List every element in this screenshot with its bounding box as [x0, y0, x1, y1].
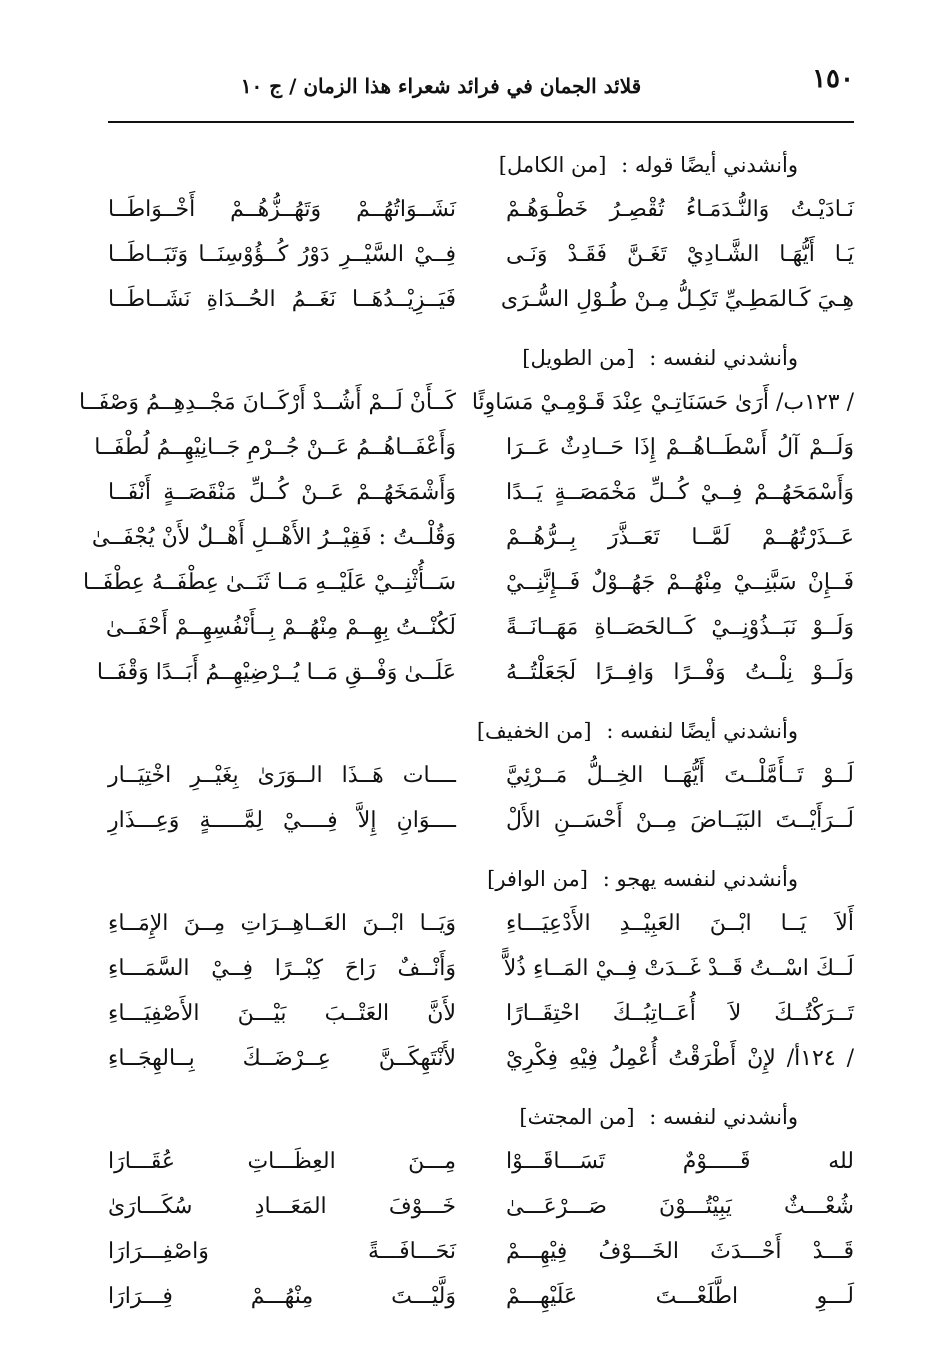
verse-line [91, 515, 854, 560]
intro-text: وأنشدني أيضًا قوله : [621, 153, 798, 177]
poem-intro [108, 857, 854, 901]
verse-line [108, 187, 854, 232]
second-hemistich: وَأَشْمَخَهُــمْ عَــنْ كُــلِّ مَنْقَصَــةٍ أَنْفَــا [108, 480, 456, 505]
poem-intro [108, 143, 854, 187]
meter-label: [من الكامل] [498, 153, 607, 177]
meter-label: [من الخفيف] [476, 719, 592, 743]
verse-line [105, 605, 854, 650]
first-hemistich: فَــإِنْ سَبَّنِــيْ مِنْهُــمْ جَهُــوْلٌ فَــإِنَّنِــيْ [506, 570, 854, 595]
verse-line [79, 380, 854, 425]
poem-intro [108, 1095, 854, 1139]
second-hemistich: لَكُنْــتُ بِهِــمْ مِنْهُــمْ بِــأَنْفُسِهِــمْ أَحْفَــىٰ [105, 615, 456, 640]
first-hemistich: نَـادَيْـتُ وَالنُّـدَمَـاءُ تُقْصِـرُ خَطْـوَهُـمْ [506, 197, 854, 222]
second-hemistich: وَيَــا ابْــنَ العَــاهِــرَاتِ مِــنَ الإِمَــاءِ [108, 911, 456, 936]
first-hemistich: قَـــدْ أَحْـــدَثَ الخَـــوْفُ فِيْهِـــمْ [506, 1239, 854, 1264]
poem-intro [108, 709, 854, 753]
first-hemistich: شُعْـــثٌ يَبِيْتُـــوْنَ صَـــرْعَـــىٰ [506, 1194, 854, 1219]
intro-text: وأنشدني لنفسه : [649, 346, 798, 370]
verse-line [108, 1229, 854, 1274]
verse-line [108, 1036, 854, 1081]
first-hemistich: عَــذَرْتُهُــمْ لَمَّــا تَعَــذَّرَ بِــرُّهُــمْ [506, 525, 854, 550]
verse-line [108, 1274, 854, 1319]
poem-khafif [108, 709, 854, 843]
second-hemistich: ــــوَانِ إِلاَّ فِــــيْ لِمَّـــــةٍ وَعِـــذَارِ [108, 808, 456, 833]
verse-line [108, 946, 854, 991]
first-hemistich: لَــكَ اسْــتُ قَــدْ غَــدَتْ فِــيْ المَــاءِ ذُلاًّ [503, 956, 854, 981]
first-hemistich: / ١٢٤أ/ لإِنْ أَطْرَقْتُ أُعْمِلُ فِيْهِ فِكْرِيْ [506, 1046, 855, 1071]
verse-line [108, 753, 854, 798]
poem-mujtath [108, 1095, 854, 1319]
first-hemistich: يَـا أَيُّهَـا الشَّـادِيْ تَغَـنَّ فَقَـدْ وَنَـى [506, 242, 854, 267]
verse-line [108, 901, 854, 946]
second-hemistich: لأَنَّ العَتْــبَ بَيْـــنَ الأَصْفِيَـــاءِ [108, 1001, 456, 1026]
verse-line [108, 1139, 854, 1184]
intro-text: وأنشدني لنفسه : [649, 1105, 798, 1129]
poem-tawil [79, 336, 854, 695]
meter-label: [من الطويل] [522, 346, 635, 370]
verse-line [83, 560, 854, 605]
first-hemistich: وَلَــمْ آلُ أَسْطَــاهُــمْ إِذَا حَــادِثٌ عَــرَا [506, 435, 854, 460]
first-hemistich: وَلَــوْ نَبَــذُوْنِــيْ كَــالحَصَــاةِ مَهَــانَــةً [506, 615, 854, 640]
first-hemistich: أَلاَ يَــا ابْــنَ العَبِيْــدِ الأَدْعِيَـــاءِ [506, 911, 854, 936]
second-hemistich: وَأَنْــفٌ رَاحَ كِبْــرًا فِــيْ السَّمَـــاءِ [108, 956, 456, 981]
second-hemistich: لأَنْتَهِكَــنَّ عِــرْضَــكَ بِــالهِجَــاءِ [108, 1046, 456, 1071]
header-rule [108, 121, 854, 123]
first-hemistich: لله قَـــــوْمٌ تَسَـــاقَـــوْا [506, 1149, 854, 1174]
first-hemistich: / ١٢٣ب/ أَرَىٰ حَسَنَاتِـيْ عِنْدَ قَـوْمِـيْ مَسَاوِئًا [471, 390, 854, 415]
second-hemistich: مِـــنَ العِظَـــاتِ عُقَـــارَا [108, 1149, 456, 1174]
verse-line [108, 277, 854, 322]
verse-line [108, 798, 854, 843]
second-hemistich: نَشَــوَاتُهُــمْ وَتَهُــزُّهُــمْ أَخْــوَاطَــا [108, 197, 456, 222]
second-hemistich: فِــيْ السَّيْــرِ دَوْرُ كُــؤُوْسِنَــا وَتَبَــاطَــا [108, 242, 456, 267]
verse-line [108, 470, 854, 515]
first-hemistich: لَـــوِ اطَّلَعْـــتَ عَلَيْهِـــمْ [506, 1284, 854, 1309]
second-hemistich: سَــأُثْنِــيْ عَلَيْــهِ مَــا ثَنَــىٰ عِطْفَــهُ عِطْفَــا [83, 570, 456, 595]
verse-line [108, 991, 854, 1036]
meter-label: [من المجتث] [519, 1105, 635, 1129]
intro-text: وأنشدني أيضًا لنفسه : [606, 719, 798, 743]
first-hemistich: تَــرَكْتُــكَ لاَ أُعَــاتِبُــكَ احْتِقَــارًا [506, 1001, 854, 1026]
poem-wafir [108, 857, 854, 1081]
first-hemistich: وَلَــوْ نِلْــتُ وَفْــرًا وَافِــرًا لَجَعَلْتُــهُ [506, 660, 854, 685]
second-hemistich: نَحَـــافَـــةً وَاصْفِـــرَارَا [108, 1239, 456, 1264]
second-hemistich: ــــات هَــذَا الــوَرَىٰ بِغَيْــرِ اخْتِيَــار [108, 763, 456, 788]
page-body [79, 143, 855, 1333]
second-hemistich: عَلَــىٰ وَفْــقِ مَــا يُــرْضِيْهِــمُ أَبَــدًا وَقْفَــا [96, 660, 456, 685]
meter-label: [من الوافر] [487, 867, 588, 891]
second-hemistich: وَقُلْــتُ : فَقِيْــرُ الأَهْــلِ أَهْــلٌ لأَنْ يُجْفَــىٰ [91, 525, 456, 550]
second-hemistich: خَـــوْفَ المَعَـــادِ سُكَـــارَىٰ [108, 1194, 456, 1219]
first-hemistich: هِـيَ كَـالمَطِـيِّ تَكِـلُّ مِـنْ طُـوْلِ السُّـرَى [500, 287, 854, 312]
second-hemistich: فَيَــزِيْــدُهَــا نَغَــمُ الحُــدَاةِ نَشَــاطَــا [108, 287, 456, 312]
running-title: قلائد الجمان في فرائد شعراء هذا الزمان / ج ١٠ [240, 74, 642, 98]
second-hemistich: وَأَعْفَــاهُــمُ عَــنْ جُــرْمِ جَــانِيْهِــمُ لُطْفَــا [94, 435, 456, 460]
page-number: ١٥٠ [812, 64, 854, 94]
verse-line [108, 232, 854, 277]
poem-intro [108, 336, 854, 380]
first-hemistich: لَــرَأَيْــتَ البَيَــاضَ مِــنْ أَحْسَــنِ الأَلْ [506, 808, 854, 833]
page-header [108, 64, 854, 108]
second-hemistich: كَــأَنْ لَــمْ أَشُــدْ أَرْكَــانَ مَجْــدِهِــمُ وَصْفَــا [79, 390, 456, 415]
first-hemistich: لَــوْ تَــأَمَّلْــتَ أَيُّهَــا الخِــلُّ مَــرْئِيَّ [506, 763, 854, 788]
first-hemistich: وَأَسْمَحَهُــمْ فِــيْ كُــلِّ مَخْمَصَــةٍ يَــدًا [506, 480, 854, 505]
second-hemistich: وَلَّيْـــتَ مِنْهُـــمْ فِـــرَارَا [108, 1284, 456, 1309]
verse-line [108, 1184, 854, 1229]
verse-line [96, 650, 854, 695]
verse-line [94, 425, 854, 470]
poem-kamil [108, 143, 854, 322]
intro-text: وأنشدني لنفسه يهجو : [602, 867, 798, 891]
